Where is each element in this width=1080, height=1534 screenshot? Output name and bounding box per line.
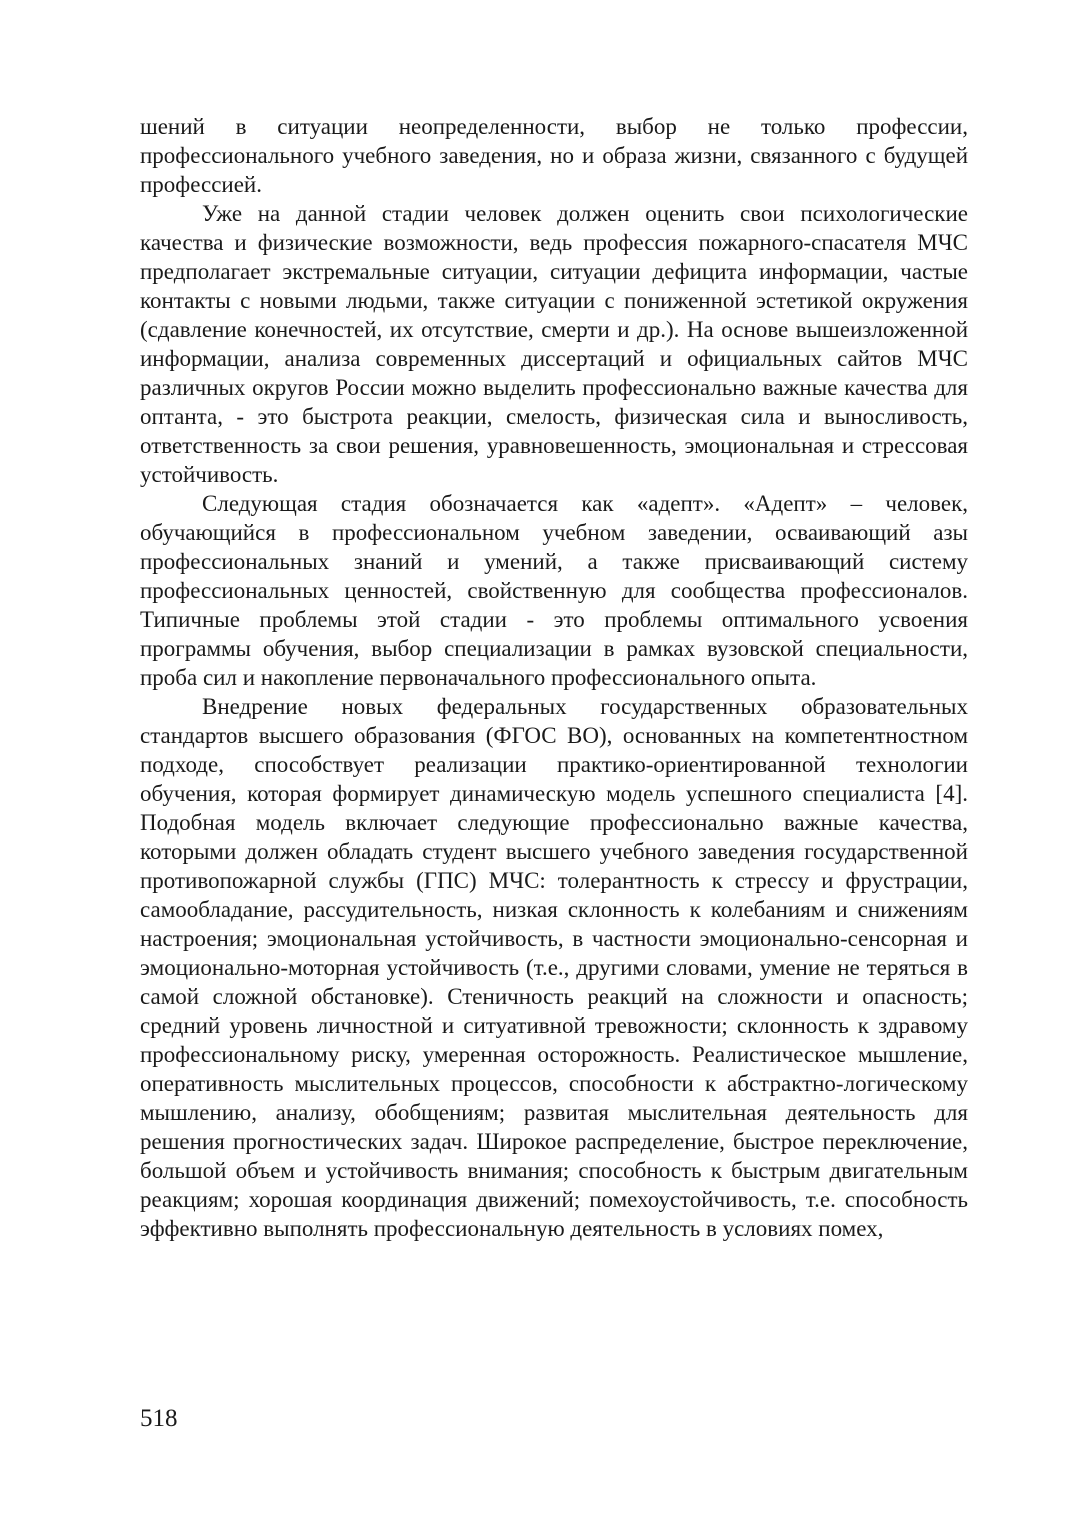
- paragraph-fgos-standards: Внедрение новых федеральных государственных образовательных стандартов высшего образования (ФГОС ВО), основанных на компетентностном подходе, способствует реализации практико-ориентированной технологии обучения, которая формирует динамическую модель успешного специалиста [4]. Подобная модель включает следующие профессионально важные качества, которыми должен обладать студент высшего учебного заведения государственной противопожарной службы (ГПС) МЧС: толерантность к стрессу и фрустрации, самообладание, рассудительность, низкая склонность к колебаниям и снижениям настроения; эмоциональная устойчивость, в частности эмоционально-сенсорная и эмоционально-моторная устойчивость (т.е., другими словами, умение не теряться в самой сложной обстановке). Стеничность реакций на сложности и опасность; средний уровень личностной и ситуативной тревожности; склонность к здравому профессиональному риску, умеренная осторожность. Реалистическое мышление, оперативность мыслительных процессов, способности к абстрактно-логическому мышлению, анализу, обобщениям; развитая мыслительная деятельность для решения прогностических задач. Широкое распределение, быстрое переключение, большой объем и устойчивость внимания; способность к быстрым двигательным реакциям; хорошая координация движений; помехоустойчивость, т.е. способность эффективно выполнять профессиональную деятельность в условиях помех,: [140, 694, 968, 1241]
- page-number: 518: [140, 1405, 178, 1432]
- paragraph-continuation: шений в ситуации неопределенности, выбор не только профессии, профессионального учебного заведения, но и образа жизни, связанного с будущей профессией.: [140, 114, 968, 197]
- paragraph-adept-stage: Следующая стадия обозначается как «адепт». «Адепт» – человек, обучающийся в профессиональном учебном заведении, осваивающий азы профессиональных знаний и умений, а также присваивающий систему профессиональных ценностей, свойственную для сообщества профессионалов. Типичные проблемы этой стадии - это проблемы оптимального усвоения программы обучения, выбор специализации в рамках вузовской специальности, проба сил и накопление первоначального профессионального опыта.: [140, 491, 968, 690]
- paragraph-optant-stage: Уже на данной стадии человек должен оценить свои психологические качества и физические возможности, ведь профессия пожарного-спасателя МЧС предполагает экстремальные ситуации, ситуации дефицита информации, частые контакты с новыми людьми, также ситуации с пониженной эстетикой окружения (сдавление конечностей, их отсутствие, смерти и др.). На основе вышеизложенной информации, анализа современных диссертаций и официальных сайтов МЧС различных округов России можно выделить профессионально важные качества для оптанта, - это быстрота реакции, смелость, физическая сила и выносливость, ответственность за свои решения, уравновешенность, эмоциональная и стрессовая устойчивость.: [140, 201, 968, 487]
- body-text: [140, 112, 968, 1243]
